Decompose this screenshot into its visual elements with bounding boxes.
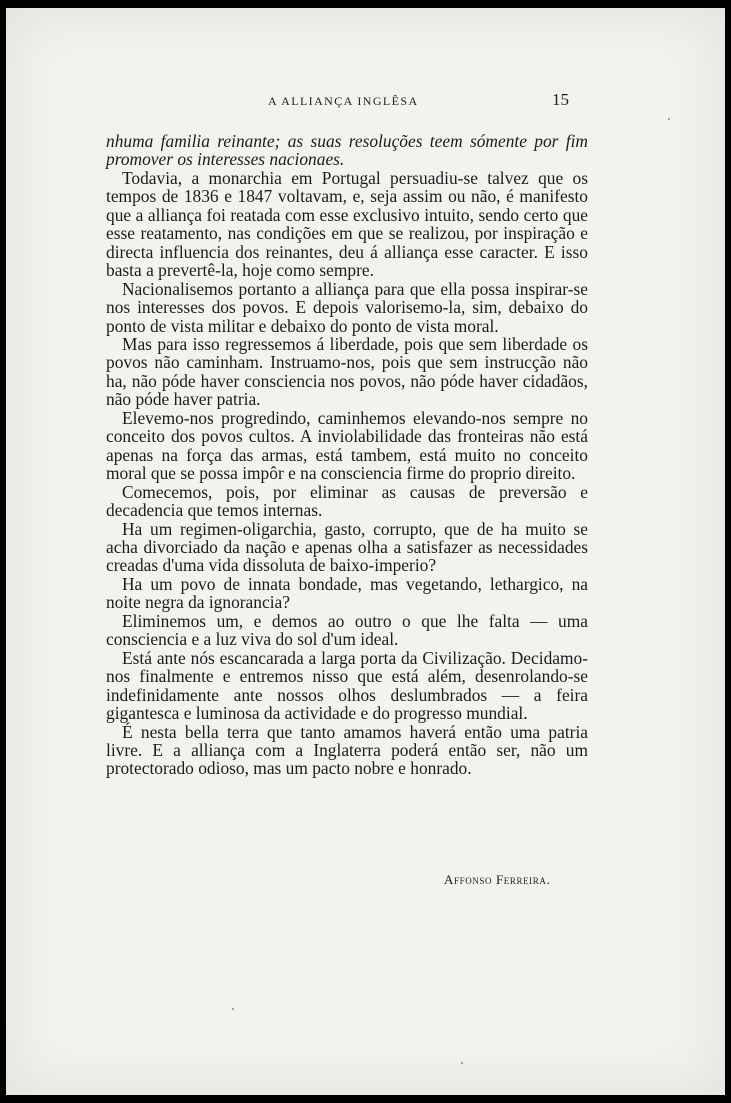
paragraph: Elevemo-nos progredindo, caminhemos elevando-nos sempre no conceito dos povos cultos. A inviolabilidade das fronteiras não está apenas na força das armas, está tambem, está muito no conceito moral que se possa impôr e na consciencia firme do proprio direito. bbox=[106, 407, 588, 484]
paragraph: Mas para isso regressemos á liberdade, pois que sem liberdade os povos não caminham. Instruamo-nos, pois que sem instrucção não ha, não póde haver consciencia nos povos, não póde haver cidadãos, não póde haver patria. bbox=[106, 333, 588, 410]
paragraph: Todavia, a monarchia em Portugal persuadiu-se talvez que os tempos de 1836 e 1847 voltavam, e, seja assim ou não, é manifesto que a alliança foi reatada com esse exclusivo intuito, sendo certo que esse reatamento, nas condições em que se realizou, por inspiração e directa influencia dos reinantes, deu á alliança esse caracter. E isso basta a prevertê-la, hoje como sempre. bbox=[106, 167, 588, 281]
paragraph: Eliminemos um, e demos ao outro o que lhe falta — uma consciencia e a luz viva do sol d'um ideal. bbox=[106, 610, 588, 650]
paragraph: Ha um regimen-oligarchia, gasto, corrupto, que de ha muito se acha divorciado da nação e apenas olha a satisfazer as necessidades creadas d'uma vida dissoluta de baixo-imperio? bbox=[106, 518, 588, 576]
body-text bbox=[106, 132, 588, 778]
paragraph-continuation: nhuma familia reinante; as suas resoluções teem sómente por fim promover os interesses nacionaes. bbox=[106, 131, 588, 170]
paper-speck bbox=[232, 1008, 234, 1010]
running-header bbox=[6, 90, 725, 114]
paper-speck bbox=[668, 118, 670, 120]
author-signature: Affonso Ferreira. bbox=[444, 872, 551, 887]
paragraph: Nacionalisemos portanto a alliança para que ella possa inspirar-se nos interesses dos povos. E depois valorisemo-la, sim, debaixo do ponto de vista militar e debaixo do ponto de vista moral. bbox=[106, 278, 588, 336]
paper-speck bbox=[461, 1062, 463, 1064]
running-title: A ALLIANÇA INGLÊSA bbox=[268, 94, 419, 108]
paragraph: Está ante nós escancarada a larga porta da Civilização. Decidamo-nos finalmente e entremos nisso que está além, desenrolando-se indefinidamente ante nossos olhos deslumbrados — a feira gigantesca e luminosa da actividade e do progresso mundial. bbox=[106, 647, 588, 724]
paragraph: Comecemos, pois, por eliminar as causas de preversão e decadencia que temos internas. bbox=[106, 481, 588, 521]
page-number: 15 bbox=[552, 90, 569, 109]
paragraph: Ha um povo de innata bondade, mas vegetando, lethargico, na noite negra da ignorancia? bbox=[106, 573, 588, 613]
paragraph: É nesta bella terra que tanto amamos haverá então uma patria livre. E a alliança com a Inglaterra poderá então ser, não um protectorado odioso, mas um pacto nobre e honrado. bbox=[106, 721, 588, 779]
scanned-page bbox=[6, 8, 725, 1095]
